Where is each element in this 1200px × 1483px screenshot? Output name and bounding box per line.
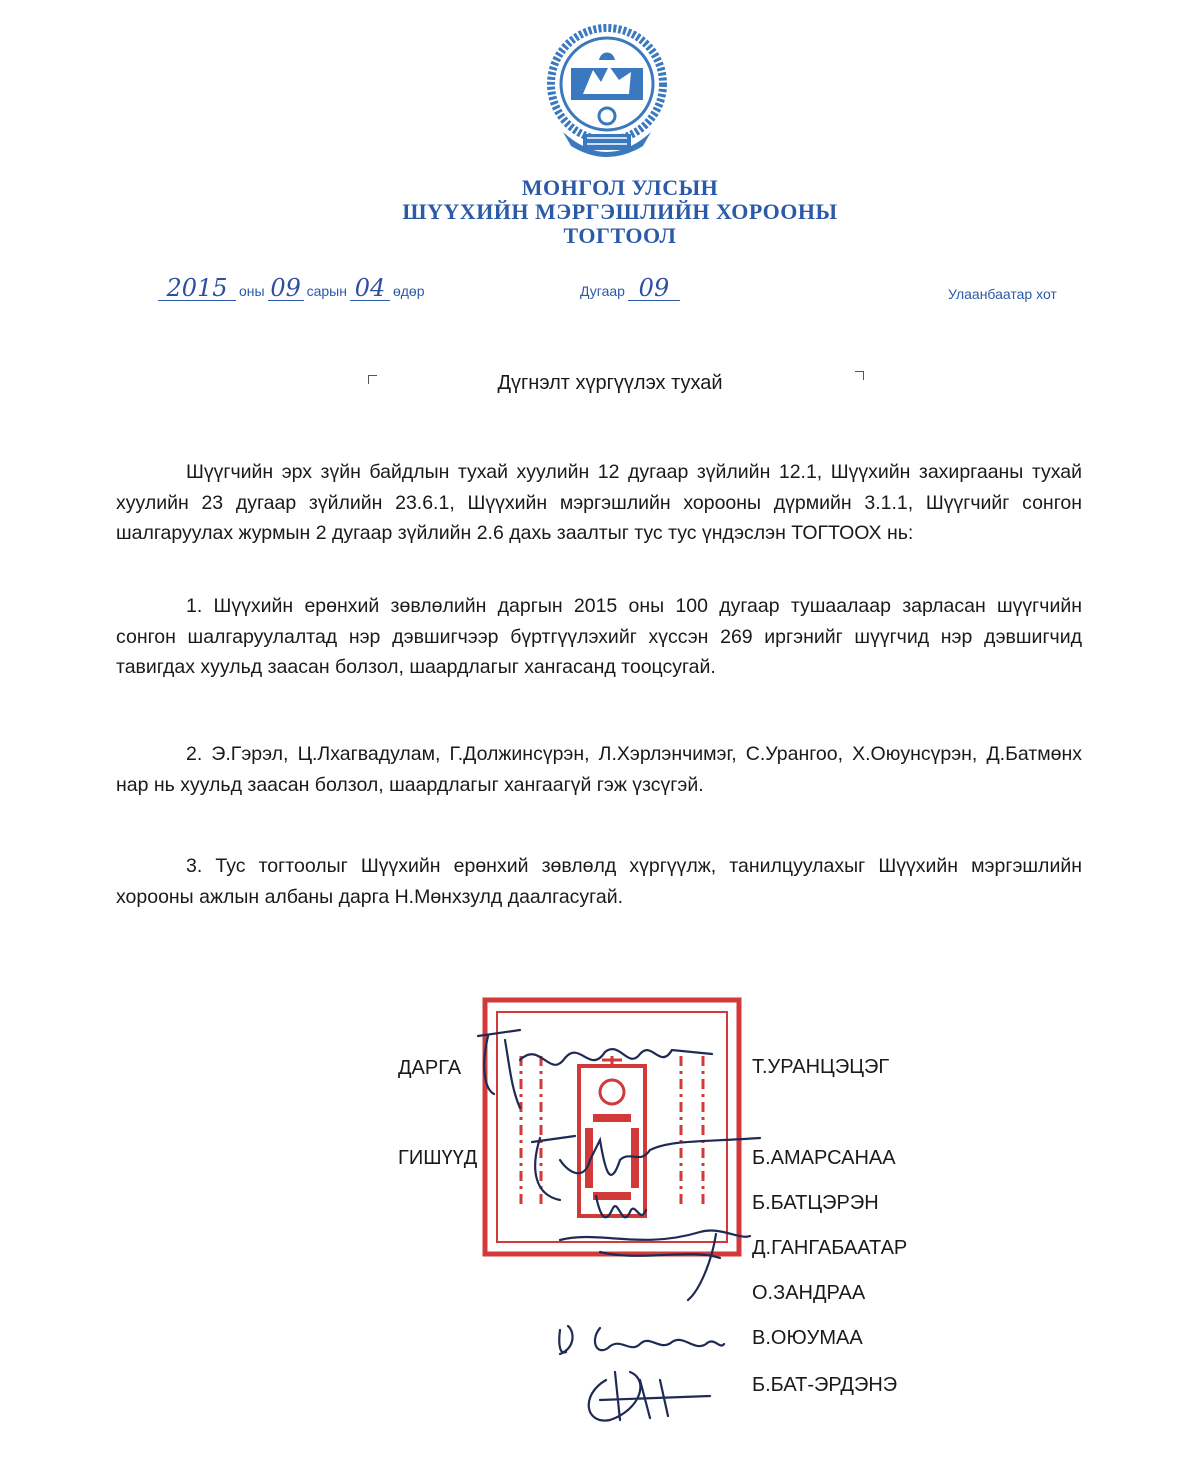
subject-bracket-left	[368, 375, 377, 384]
decision-item-3: 3. Тус тогтоолыг Шүүхийн ерөнхий зөвлөлд хүргүүлж, танилцуулахыг Шүүхийн мэргэшлийн хорооны ажлын албаны дарга Н.Мөнхзулд даалгасугай.	[116, 855, 1082, 908]
date-month-label: сарын	[306, 283, 347, 299]
signature-member-6	[589, 1372, 710, 1421]
number-line	[577, 276, 680, 310]
header-line-2: ШҮҮХИЙН МЭРГЭШЛИЙН ХОРООНЫ	[402, 199, 838, 224]
chair-role-label: ДАРГА	[398, 1057, 462, 1079]
date-day: 04	[350, 276, 390, 301]
member-name: Б.БАТ-ЭРДЭНЭ	[752, 1374, 898, 1396]
member-name: Д.ГАНГАБААТАР	[752, 1237, 908, 1259]
date-year-label: оны	[239, 283, 265, 299]
decision-item-1: 1. Шүүхийн ерөнхий зөвлөлийн даргын 2015 оны 100 дугаар тушаалаар зарласан шүүгчийн сонгон шалгаруулалтад нэр дэвшигчээр бүртгүүлэхийг хүссэн 269 иргэнийг шүүгчид нэр дэвшигчид тавигдах хуульд заасан болзол, шаардлагыг хангасанд тооцсугай.	[116, 595, 1082, 678]
date-year: 2015	[158, 276, 236, 301]
date-month: 09	[268, 276, 304, 301]
member-name: В.ОЮУМАА	[752, 1327, 863, 1349]
chair-name: Т.УРАНЦЭЦЭГ	[752, 1056, 890, 1078]
member-name: Б.БАТЦЭРЭН	[752, 1192, 879, 1214]
header-line-3: ТОГТООЛ	[563, 223, 677, 248]
city-label: Улаанбаатар хот	[948, 286, 1057, 302]
number-label: Дугаар	[580, 283, 625, 299]
header-line-1: МОНГОЛ УЛСЫН	[521, 175, 719, 200]
date-line	[158, 276, 428, 310]
state-emblem-icon	[543, 22, 671, 162]
member-name: Б.АМАРСАНАА	[752, 1147, 896, 1169]
members-role-label: ГИШҮҮД	[398, 1147, 478, 1169]
decision-item-2: 2. Э.Гэрэл, Ц.Лхагвадулам, Г.Должинсүрэн, Л.Хэрлэнчимэг, С.Урангоо, Х.Оюунсүрэн, Д.Батмөнх нар нь хуульд заасан болзол, шаардлагыг хангаагүй гэж үзсүгэй.	[116, 743, 1082, 796]
document-number: 09	[628, 276, 680, 301]
signature-member-5	[559, 1326, 724, 1354]
preamble-paragraph: Шүүгчийн эрх зүйн байдлын тухай хуулийн 12 дугаар зүйлийн 12.1, Шүүхийн захиргааны тухай хуулийн 23 дугаар зүйлийн 23.6.1, Шүүхийн мэргэшлийн хорооны дүрмийн 3.1.1, Шүүгчийг сонгон шалгаруулах журмын 2 дугаар зүйлийн 2.6 дахь заалтыг тус тус үндэслэн ТОГТООХ нь:	[116, 461, 1082, 544]
subject-title: Дүгнэлт хүргүүлэх тухай	[497, 372, 723, 394]
subject-bracket-right	[855, 371, 864, 380]
official-seal-stamp	[481, 996, 743, 1258]
member-name: О.ЗАНДРАА	[752, 1282, 866, 1304]
date-day-label: өдөр	[392, 283, 425, 299]
